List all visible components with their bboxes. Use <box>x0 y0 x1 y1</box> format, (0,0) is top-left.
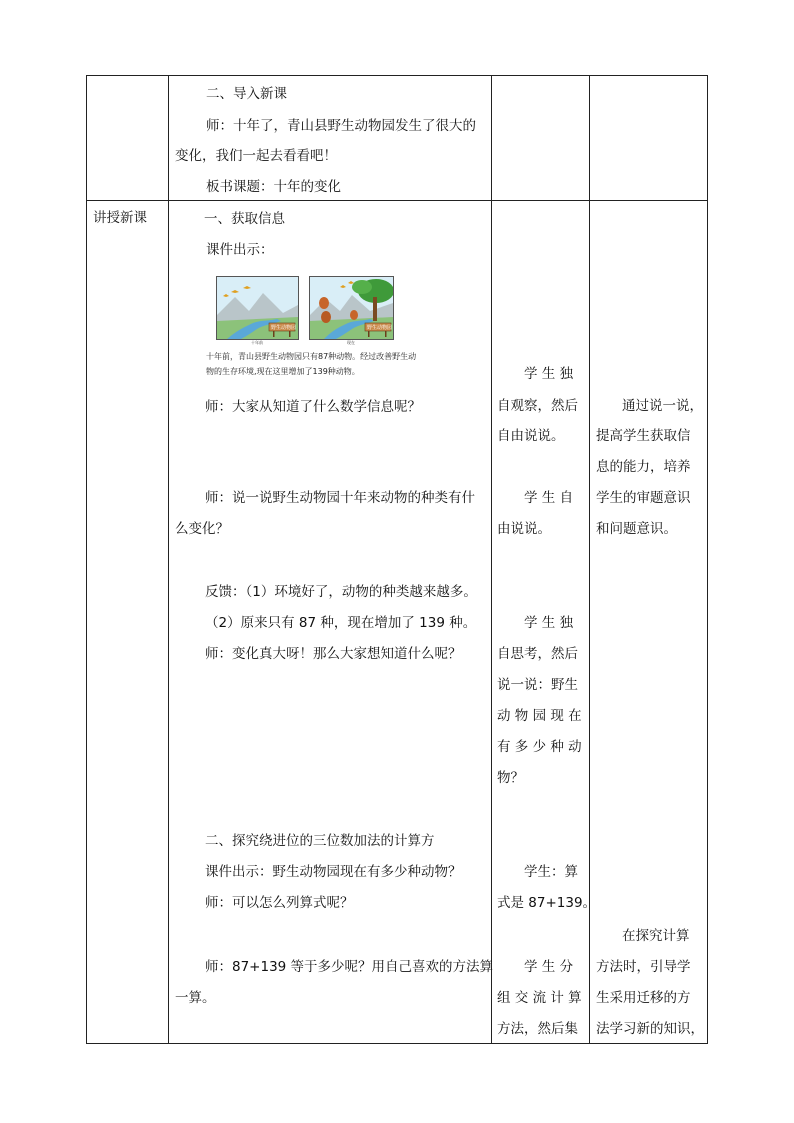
board-title-line: 板书课题：十年的变化 <box>206 179 341 195</box>
courseware-line-2: 课件出示：野生动物园现在有多少种动物？ <box>205 864 462 880</box>
sign-text: 野生动物园 <box>367 325 393 331</box>
student-activity-2: 学 生 自 <box>524 490 574 506</box>
teacher-line-cont: 变化，我们一起去看看吧！ <box>175 148 337 164</box>
table-right-border <box>707 75 708 1044</box>
teacher-question-1: 师：大家从知道了什么数学信息呢？ <box>205 399 421 415</box>
student-activity-3: 物？ <box>497 770 524 786</box>
student-activity-3: 动 物 园 现 在 <box>497 708 582 724</box>
scene-ten-years-ago <box>216 276 299 340</box>
design-intent-1: 和问题意识。 <box>596 521 677 537</box>
sign-text: 野生动物园 <box>271 325 297 331</box>
teacher-line: 师：十年了，青山县野生动物园发生了很大的 <box>206 118 476 134</box>
figure-caption-line2: 物的生存环境,现在这里增加了139种动物。 <box>206 367 360 376</box>
design-intent-1: 学生的审题意识 <box>596 490 691 506</box>
teacher-question-5: 师：87+139 等于多少呢？用自己喜欢的方法算 <box>205 959 494 975</box>
design-intent-2: 方法时，引导学 <box>596 959 691 975</box>
design-intent-2: 生采用迁移的方 <box>596 990 691 1006</box>
student-activity-5: 学 生 分 <box>524 959 574 975</box>
figure-caption-line1: 十年前，青山县野生动物园只有87种动物。经过改善野生动 <box>206 352 417 361</box>
courseware-label: 课件出示： <box>206 242 274 258</box>
column-divider-1 <box>168 75 169 1044</box>
table-bottom-border <box>86 1043 708 1044</box>
teacher-question-4: 师：可以怎么列算式呢？ <box>205 895 354 911</box>
student-activity-2: 由说说。 <box>497 521 551 537</box>
student-activity-3: 说一说：野生 <box>497 677 578 693</box>
design-intent-2: 法学习新的知识， <box>596 1021 704 1037</box>
student-activity-1: 自由说说。 <box>497 428 565 444</box>
section-heading-explore: 二、探究绕进位的三位数加法的计算方 <box>205 833 435 849</box>
row-divider <box>86 200 708 201</box>
table-top-border <box>86 75 708 76</box>
figure-label-now: 现在 <box>347 340 355 345</box>
teacher-question-2: 师：说一说野生动物园十年来动物的种类有什 <box>205 490 475 506</box>
section-heading-intro: 二、导入新课 <box>206 86 287 102</box>
design-intent-1: 通过说一说， <box>622 398 703 414</box>
teacher-question-3: 师：变化真大呀！那么大家想知道什么呢？ <box>205 646 462 662</box>
column-divider-2 <box>491 75 492 1044</box>
student-activity-4: 式是 87+139。 <box>497 895 597 911</box>
stage-label: 讲授新课 <box>93 210 147 226</box>
design-intent-2: 在探究计算 <box>622 928 690 944</box>
student-activity-3: 有 多 少 种 动 <box>497 739 582 755</box>
scene-now <box>309 276 394 340</box>
student-activity-3: 学 生 独 <box>524 615 574 631</box>
section-heading-info: 一、获取信息 <box>204 211 285 227</box>
teacher-question-5-cont: 一算。 <box>175 990 216 1006</box>
figure-label-before: 十年前 <box>251 340 263 345</box>
student-activity-5: 方法，然后集 <box>497 1021 578 1037</box>
student-activity-4: 学生：算 <box>524 864 578 880</box>
teacher-question-2-cont: 么变化？ <box>175 521 229 537</box>
design-intent-1: 提高学生获取信 <box>596 428 691 444</box>
design-intent-1: 息的能力，培养 <box>596 459 691 475</box>
student-activity-1: 学 生 独 <box>524 366 574 382</box>
feedback-line-1: 反馈：（1）环境好了，动物的种类越来越多。 <box>205 584 477 600</box>
student-activity-5: 组 交 流 计 算 <box>497 990 582 1006</box>
table-left-border <box>86 75 87 1044</box>
student-activity-3: 自思考，然后 <box>497 646 578 662</box>
feedback-line-2: （2）原来只有 87 种，现在增加了 139 种。 <box>205 615 477 631</box>
student-activity-1: 自观察，然后 <box>497 398 578 414</box>
